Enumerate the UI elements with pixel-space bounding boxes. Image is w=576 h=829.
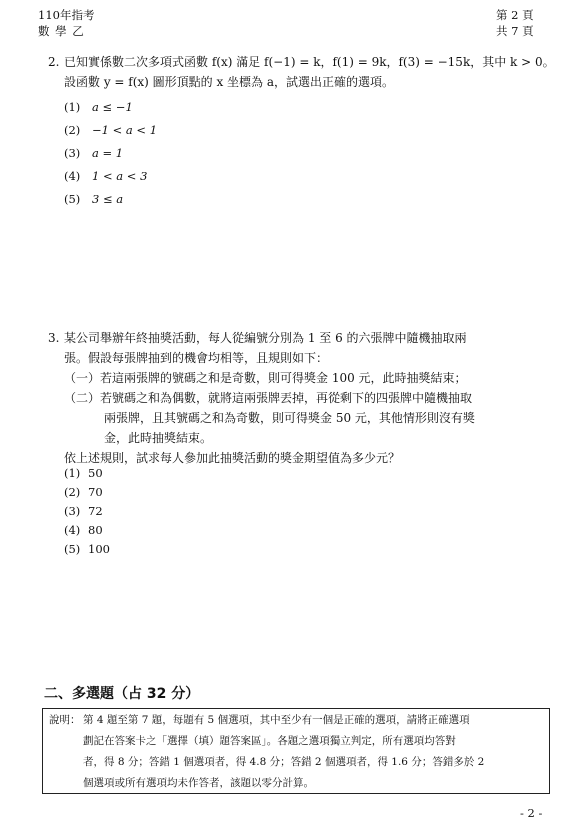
option-label: (3)	[64, 146, 81, 160]
question-3-line-1: 某公司舉辦年終抽獎活動，每人從編號分別為 1 至 6 的六張牌中隨機抽取兩	[64, 331, 467, 345]
option-text: 70	[88, 485, 103, 499]
option-label: (5)	[64, 542, 81, 556]
instructions-line: 劃記在答案卡之「選擇（填）題答案區」。各題之選項獨立判定，所有選項均答對	[83, 735, 456, 747]
rule-2-line-2: 兩張牌，且其號碼之和為奇數，則可得獎金 50 元，其他情形則沒有獎	[104, 411, 475, 425]
option-item	[64, 123, 157, 146]
option-text: 100	[88, 542, 110, 556]
option-text: 50	[88, 466, 103, 480]
exam-year: 110年指考	[38, 8, 95, 22]
option-text: 3 ≤ a	[92, 192, 124, 206]
question-2-line-2: 設函數 y = f(x) 圖形頂點的 x 坐標為 a，試選出正確的選項。	[64, 75, 395, 89]
option-label: (1)	[64, 100, 81, 114]
option-text: −1 < a < 1	[92, 123, 158, 137]
question-3-prompt: 依上述規則，試求每人參加此抽獎活動的獎金期望值為多少元？	[64, 451, 401, 465]
option-item	[64, 169, 157, 192]
section-heading: 二、多選題（占 32 分）	[44, 686, 200, 702]
question-2-line-1: 已知實係數二次多項式函數 f(x) 滿足 f(−1) = k，f(1) = 9k，f(3) = −15k，其中 k > 0。	[64, 55, 555, 69]
instructions-box	[42, 708, 550, 794]
instructions-line: 第 4 題至第 7 題，每題有 5 個選項，其中至少有一個是正確的選項，請將正確選項	[83, 714, 470, 726]
option-text: a = 1	[92, 146, 124, 160]
option-item	[64, 100, 157, 123]
question-number: 3.	[48, 331, 60, 345]
option-text: 80	[88, 523, 103, 537]
instructions-label: 說明：	[49, 714, 81, 726]
option-item	[64, 466, 110, 485]
option-label: (2)	[64, 123, 81, 137]
question-2	[48, 52, 568, 92]
rule-2-line-1: （二）若號碼之和為偶數，就將這兩張牌丟掉，再從剩下的四張牌中隨機抽取	[64, 391, 473, 405]
option-label: (5)	[64, 192, 81, 206]
option-list	[64, 100, 157, 215]
option-label: (3)	[64, 504, 81, 518]
option-item	[64, 523, 110, 542]
rule-2-line-3: 金，此時抽獎結束。	[104, 431, 213, 445]
option-item	[64, 146, 157, 169]
option-item	[64, 192, 157, 215]
total-pages: 共 7 頁	[496, 24, 534, 38]
option-text: a ≤ −1	[92, 100, 133, 114]
subject-title: 數 學 乙	[38, 24, 85, 38]
page-indicator: 第 2 頁	[496, 8, 534, 22]
rule-1: （一）若這兩張牌的號碼之和是奇數，則可得獎金 100 元，此時抽獎結束；	[64, 371, 467, 385]
option-item	[64, 504, 110, 523]
option-list	[64, 466, 110, 561]
instructions-line: 者，得 8 分；答錯 1 個選項者，得 4.8 分；答錯 2 個選項者，得 1.6 分；答錯多於 2	[83, 756, 485, 768]
question-3	[48, 328, 568, 468]
instructions-line: 個選項或所有選項均未作答者，該題以零分計算。	[83, 777, 314, 789]
option-item	[64, 542, 110, 561]
question-3-line-2: 張。假設每張牌抽到的機會均相等，且規則如下：	[64, 351, 329, 365]
option-label: (4)	[64, 169, 81, 183]
option-text: 1 < a < 3	[92, 169, 148, 183]
page-number: - 2 -	[520, 806, 543, 820]
option-label: (2)	[64, 485, 81, 499]
question-number: 2.	[48, 55, 60, 69]
option-label: (1)	[64, 466, 81, 480]
option-text: 72	[88, 504, 103, 518]
option-item	[64, 485, 110, 504]
option-label: (4)	[64, 523, 81, 537]
